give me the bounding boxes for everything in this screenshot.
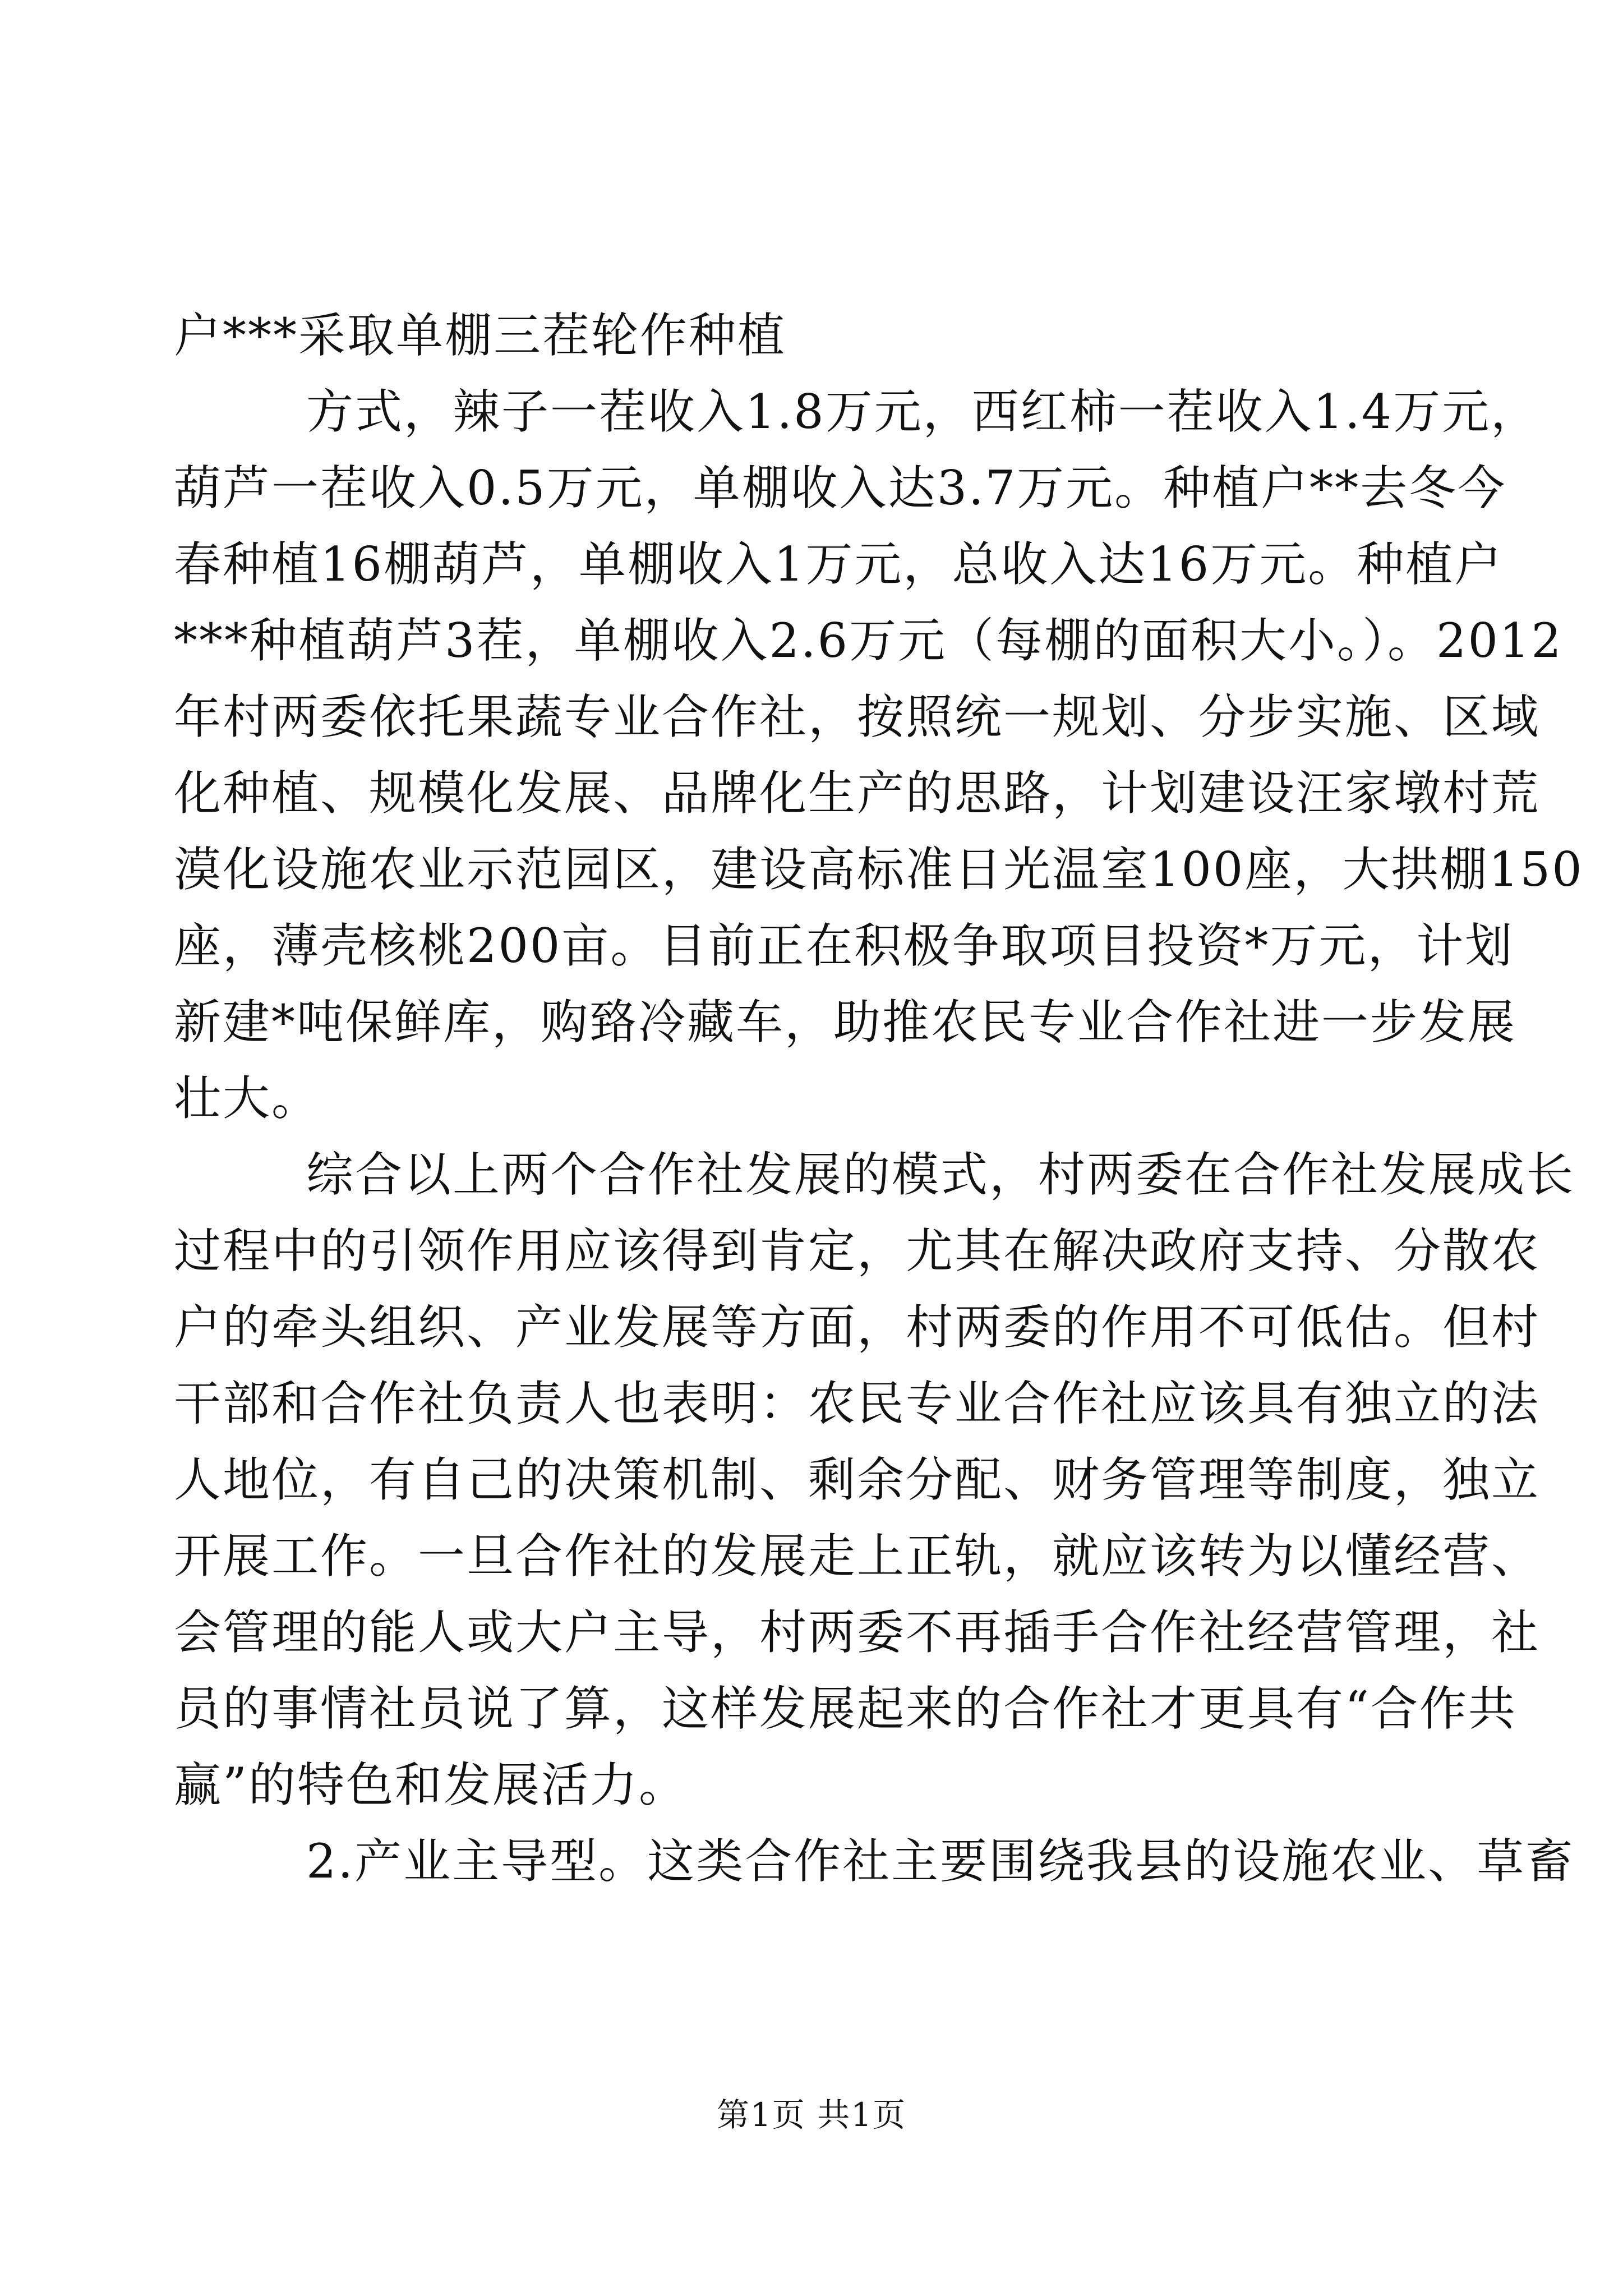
text-line: 年村两委依托果蔬专业合作社，按照统一规划、分步实施、区域 [174, 689, 1541, 744]
text-line: 春种植16棚葫芦，单棚收入1万元，总收入达16万元。种植户 [174, 537, 1504, 592]
text-line: 漠化设施农业示范园区，建设高标准日光温室100座，大拱棚150 [174, 842, 1584, 897]
text-line: 赢”的特色和发展活力。 [174, 1757, 688, 1812]
text-line: 方式，辣子一茬收入1.8万元，西红柿一茬收入1.4万元， [306, 384, 1540, 439]
text-line: 户的牵头组织、产业发展等方面，村两委的作用不可低估。但村 [174, 1300, 1541, 1355]
text-line: 户***采取单棚三茬轮作种植 [174, 308, 787, 363]
text-line: 人地位，有自己的决策机制、剩余分配、财务管理等制度，独立 [174, 1452, 1541, 1507]
text-line: 座，薄壳核桃200亩。目前正在积极争取项目投资*万元，计划 [174, 918, 1514, 973]
text-line: 2.产业主导型。这类合作社主要围绕我县的设施农业、草畜 [306, 1834, 1575, 1889]
text-line: 会管理的能人或大户主导，村两委不再插手合作社经营管理，社 [174, 1605, 1541, 1660]
text-line: 葫芦一茬收入0.5万元，单棚收入达3.7万元。种植户**去冬今 [174, 461, 1507, 516]
text-line: 综合以上两个合作社发展的模式，村两委在合作社发展成长 [306, 1147, 1575, 1202]
page-number-footer: 第1页 共1页 [716, 2096, 907, 2134]
text-line: 过程中的引领作用应该得到肯定，尤其在解决政府支持、分散农 [174, 1223, 1541, 1278]
text-line: 新建*吨保鲜库，购臵冷藏车，助推农民专业合作社进一步发展 [174, 995, 1517, 1050]
text-line: ***种植葫芦3茬，单棚收入2.6万元（每棚的面积大小。）。2012 [174, 613, 1563, 668]
text-line: 开展工作。一旦合作社的发展走上正轨，就应该转为以懂经营、 [174, 1529, 1541, 1584]
text-line: 壮大。 [174, 1071, 321, 1126]
text-line: 化种植、规模化发展、品牌化生产的思路，计划建设汪家墩村荒 [174, 766, 1541, 821]
text-line: 员的事情社员说了算，这样发展起来的合作社才更具有“合作共 [174, 1681, 1517, 1736]
text-line: 干部和合作社负责人也表明：农民专业合作社应该具有独立的法 [174, 1376, 1541, 1431]
